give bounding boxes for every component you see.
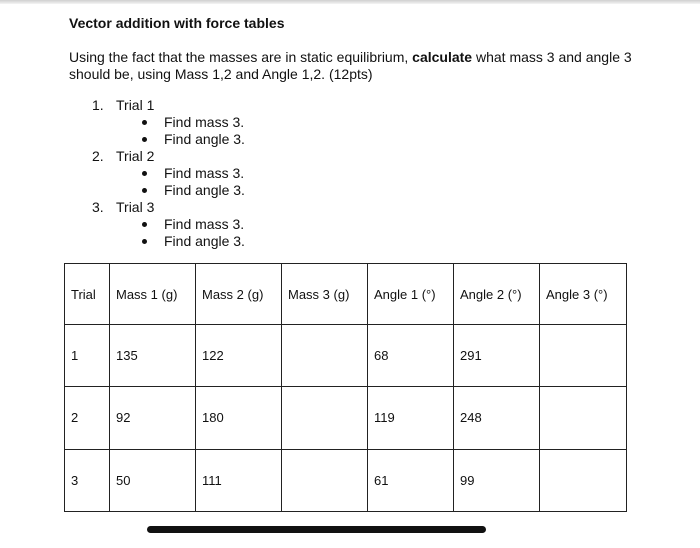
cell-mass1: 135 [110,325,196,387]
force-table [64,263,627,512]
cell-angle2: 248 [454,387,540,449]
col-header-angle2: Angle 2 (°) [454,264,540,325]
table-row [65,325,627,387]
instructions-bold-word: calculate [412,49,473,65]
cell-mass2: 111 [196,449,282,511]
trial-label: Trial 3 [116,199,155,215]
cell-mass3[interactable] [282,325,368,387]
trial-subtask-list [92,165,245,199]
col-header-mass1: Mass 1 (g) [110,264,196,325]
trial-label: Trial 2 [116,148,155,164]
cell-mass3[interactable] [282,449,368,511]
trial-subtask-list [92,216,245,250]
subtask-item: Find angle 3. [138,182,245,199]
cell-angle3[interactable] [540,449,627,511]
cell-angle1: 68 [368,325,454,387]
subtask-item: Find mass 3. [138,165,245,182]
table-header-row [65,264,627,325]
cell-mass1: 50 [110,449,196,511]
cell-angle2: 99 [454,449,540,511]
instructions-text-start: Using the fact that the masses are in static equilibrium, [69,49,413,65]
cell-angle2: 291 [454,325,540,387]
cell-angle1: 61 [368,449,454,511]
cell-mass3[interactable] [282,387,368,449]
cell-angle1: 119 [368,387,454,449]
subtask-item: Find angle 3. [138,233,245,250]
trial-number: 2. [92,148,104,164]
trial-subtask-list [92,114,245,148]
col-header-mass2: Mass 2 (g) [196,264,282,325]
table-row [65,387,627,449]
col-header-trial: Trial [65,264,110,325]
trial-item [92,97,245,148]
cell-trial: 1 [65,325,110,387]
col-header-angle1: Angle 1 (°) [368,264,454,325]
subtask-item: Find mass 3. [138,114,245,131]
trial-number: 1. [92,97,104,113]
trial-label: Trial 1 [116,97,155,113]
col-header-mass3: Mass 3 (g) [282,264,368,325]
cell-mass2: 122 [196,325,282,387]
subtask-item: Find angle 3. [138,131,245,148]
cell-mass2: 180 [196,387,282,449]
trial-item [92,148,245,199]
cell-trial: 3 [65,449,110,511]
trial-list [92,97,245,250]
table-row [65,449,627,511]
subtask-item: Find mass 3. [138,216,245,233]
cell-mass1: 92 [110,387,196,449]
cell-angle3[interactable] [540,387,627,449]
instructions-paragraph [69,49,669,83]
trial-number: 3. [92,199,104,215]
page-title: Vector addition with force tables [69,15,285,31]
col-header-angle3: Angle 3 (°) [540,264,627,325]
instructions-text-end: what mass 3 and angle 3 should be, using Mass 1,2 and Angle 1,2. (12pts) [69,49,632,82]
trial-item [92,199,245,250]
home-indicator-bar[interactable] [147,526,486,533]
cell-angle3[interactable] [540,325,627,387]
top-shadow-bar [0,0,700,4]
cell-trial: 2 [65,387,110,449]
